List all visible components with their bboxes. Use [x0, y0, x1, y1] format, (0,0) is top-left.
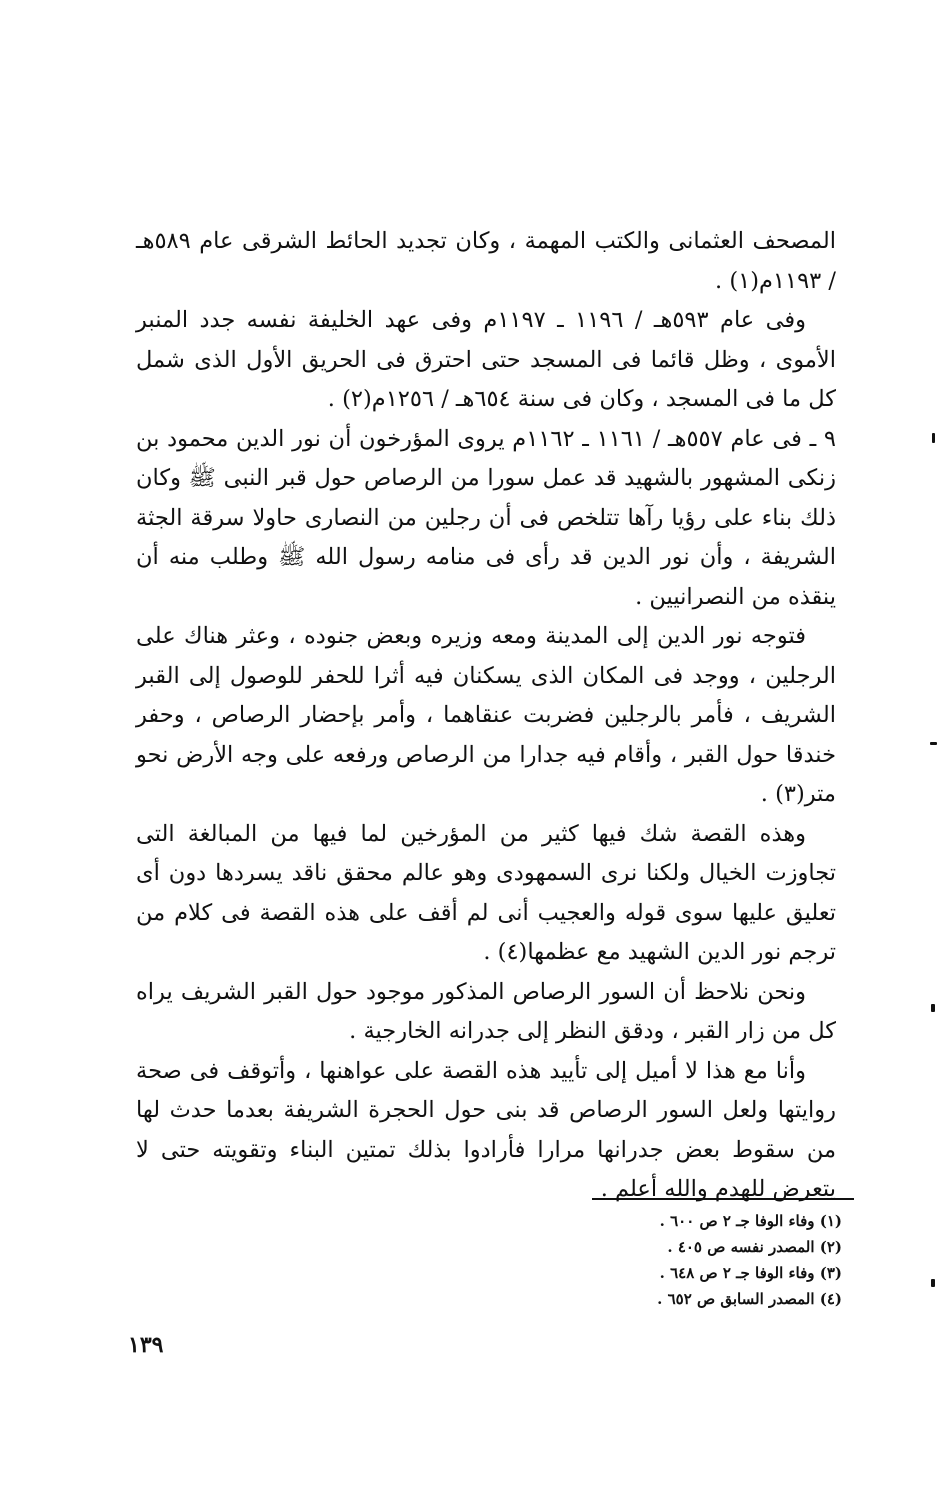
- paragraph-5: وهذه القصة شك فيها كثير من المؤرخين لما فيها من المبالغة التى تجاوزت الخيال ولكنا نرى السمهودى وهو عالم محقق ناقد يسردها دون أى تعليق عليها سوى قوله والعجيب أنى لم أقف على هذه القصة فى كلام من ترجم نور الدين الشهيد مع عظمها(٤) .: [136, 820, 836, 965]
- page-number: ١٣٩: [128, 1332, 164, 1358]
- paragraph-7: وأنا مع هذا لا أميل إلى تأييد هذه القصة على عواهنها ، وأتوقف فى صحة روايتها ولعل السور الرصاص قد بنى حول الحجرة الشريفة بعدما حدث لها من سقوط بعض جدرانها مرارا فأرادوا بذلك تمتين البناء وتقويته حتى لا يتعرض للهدم والله أعلم .: [136, 1057, 836, 1202]
- paragraph-3: ٩ ـ فى عام ٥٥٧هـ / ١١٦١ ـ ١١٦٢م يروى المؤرخون أن نور الدين محمود بن زنكى المشهور بالشهيد قد عمل سورا من الرصاص حول قبر النبى ﷺ وكان ذلك بناء على رؤيا رآها تتلخص فى أن رجلين من النصارى حاولا سرقة الجثة الشريفة ، وأن نور الدين قد رأى فى منامه رسول الله ﷺ وطلب منه أن ينقذه من النصرانيين .: [136, 425, 837, 610]
- footnotes: [560, 1208, 842, 1312]
- paragraph-4: فتوجه نور الدين إلى المدينة ومعه وزيره وبعض جنوده ، وعثر هناك على الرجلين ، ووجد فى المكان الذى يسكنان فيه أثرا للحفر للوصول إلى القبر الشريف ، فأمر بالرجلين فضربت عنقاهما ، وأمر بإحضار الرصاص ، وحفر خندقا حول القبر ، وأقام فيه جدارا من الرصاص ورفعه على وجه الأرض نحو متر(٣) .: [136, 623, 837, 807]
- paragraph-1: المصحف العثمانى والكتب المهمة ، وكان تجديد الحائط الشرقى عام ٥٨٩هـ / ١١٩٣م(١) .: [136, 228, 836, 294]
- footnote-1: (١) وفاء الوفا جـ ٢ ص ٦٠٠ .: [659, 1212, 842, 1230]
- body-text: [136, 222, 836, 1210]
- paragraph-6: ونحن نلاحظ أن السور الرصاص المذكور موجود حول القبر الشريف يراه كل من زار القبر ، ودقق النظر إلى جدرانه الخارجية .: [136, 978, 836, 1044]
- paragraph-2: وفى عام ٥٩٣هـ / ١١٩٦ ـ ١١٩٧م وفى عهد الخليفة نفسه جدد المنبر الأموى ، وظل قائما فى المسجد حتى احترق فى الحريق الأول الذى شمل كل ما فى المسجد ، وكان فى سنة ٦٥٤هـ / ١٢٥٦م(٢) .: [136, 307, 836, 412]
- footnote-4: (٤) المصدر السابق ص ٦٥٢ .: [657, 1290, 842, 1308]
- margin-mark: [930, 742, 937, 745]
- margin-mark: [932, 433, 935, 443]
- footnote-divider: [592, 1198, 854, 1200]
- footnote-3: (٣) وفاء الوفا جـ ٢ ص ٦٤٨ .: [659, 1264, 842, 1282]
- margin-mark: [931, 1279, 935, 1287]
- footnote-2: (٢) المصدر نفسه ص ٤٠٥ .: [667, 1238, 842, 1256]
- margin-mark: [931, 1004, 935, 1012]
